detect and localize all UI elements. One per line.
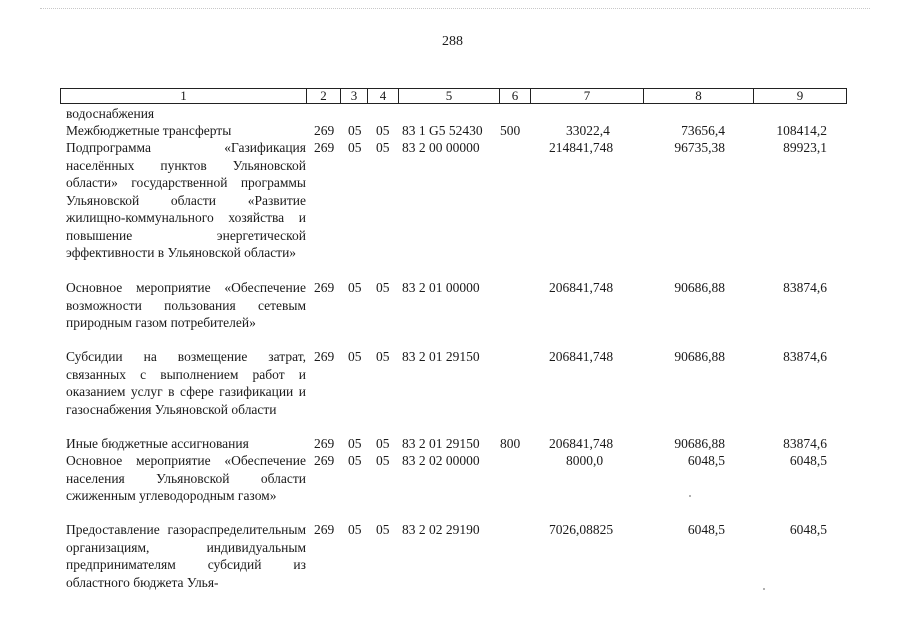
cell-col4: 05 bbox=[376, 453, 390, 468]
cell-col8: 6048,5 bbox=[687, 522, 725, 537]
cell-col7: 206841,748 bbox=[549, 349, 614, 364]
cell-col4: 05 bbox=[376, 123, 390, 138]
cell-col7: 8000,0 bbox=[566, 453, 604, 468]
scan-speck bbox=[763, 588, 765, 590]
table-row-name: водоснабжения bbox=[66, 106, 155, 121]
cell-col5: 83 2 02 29190 bbox=[402, 522, 480, 537]
table-row-name: Основное мероприятие «Обеспечение населения Ульяновской области сжиженным углеводородным газом» bbox=[66, 453, 306, 503]
scan-speck bbox=[689, 495, 691, 497]
cell-col9: 83874,6 bbox=[783, 349, 827, 364]
cell-col2: 269 bbox=[314, 123, 335, 138]
cell-col5: 83 2 00 00000 bbox=[402, 140, 480, 155]
cell-col4: 05 bbox=[376, 140, 390, 155]
cell-col2: 269 bbox=[314, 436, 335, 451]
cell-col8: 73656,4 bbox=[681, 123, 725, 138]
cell-col8: 90686,88 bbox=[674, 280, 725, 295]
page-number: 288 bbox=[442, 34, 463, 49]
header-cell-9: 9 bbox=[753, 89, 846, 103]
cell-col6: 800 bbox=[500, 436, 521, 451]
cell-col4: 05 bbox=[376, 522, 390, 537]
cell-col2: 269 bbox=[314, 349, 335, 364]
cell-col4: 05 bbox=[376, 280, 390, 295]
cell-col7: 7026,08825 bbox=[549, 522, 614, 537]
cell-col8: 90686,88 bbox=[674, 349, 725, 364]
cell-col3: 05 bbox=[348, 140, 362, 155]
cell-col9: 6048,5 bbox=[789, 522, 827, 537]
cell-col5: 83 2 01 00000 bbox=[402, 280, 480, 295]
cell-col3: 05 bbox=[348, 522, 362, 537]
header-cell-6: 6 bbox=[499, 89, 530, 103]
cell-col2: 269 bbox=[314, 140, 335, 155]
header-cell-1: 1 bbox=[180, 88, 187, 103]
cell-col2: 269 bbox=[314, 453, 335, 468]
table-row-name: Предоставление газораспределительным организациям, индивидуальным предпринимателям субсидий из областного бюджета Улья- bbox=[66, 522, 306, 590]
cell-col6: 500 bbox=[500, 123, 521, 138]
header-cell-2: 2 bbox=[306, 89, 340, 103]
cell-col5: 83 1 G5 52430 bbox=[402, 123, 483, 138]
cell-col3: 05 bbox=[348, 436, 362, 451]
header-cell-5: 5 bbox=[398, 89, 499, 103]
table-row-name: Основное мероприятие «Обеспечение возможности пользования сетевым природным газом потребителей» bbox=[66, 280, 306, 330]
cell-col9: 83874,6 bbox=[783, 436, 827, 451]
cell-col4: 05 bbox=[376, 436, 390, 451]
header-cell-8: 8 bbox=[643, 89, 753, 103]
header-cell-7: 7 bbox=[530, 89, 643, 103]
cell-col2: 269 bbox=[314, 522, 335, 537]
cell-col7: 214841,748 bbox=[549, 140, 614, 155]
cell-col2: 269 bbox=[314, 280, 335, 295]
cell-col7: 206841,748 bbox=[549, 280, 614, 295]
cell-col8: 96735,38 bbox=[674, 140, 725, 155]
cell-col5: 83 2 01 29150 bbox=[402, 349, 480, 364]
cell-col9: 108414,2 bbox=[776, 123, 827, 138]
cell-col7: 33022,4 bbox=[566, 123, 610, 138]
cell-col9: 6048,5 bbox=[789, 453, 827, 468]
cell-col7: 206841,748 bbox=[549, 436, 614, 451]
header-cell-3: 3 bbox=[340, 89, 367, 103]
cell-col3: 05 bbox=[348, 349, 362, 364]
cell-col5: 83 2 01 29150 bbox=[402, 436, 480, 451]
cell-col8: 6048,5 bbox=[687, 453, 725, 468]
table-row-name: Межбюджетные трансферты bbox=[66, 123, 232, 138]
table-row-name: Подпрограмма «Газификация населённых пунктов Ульяновской области» государственной программы Ульяновской области «Развитие жилищно-коммунального хозяйства и повышение энергетической эффективности в Ульяновской области» bbox=[66, 140, 306, 260]
table-row-name: Иные бюджетные ассигнования bbox=[66, 436, 249, 451]
table-row-name: Субсидии на возмещение затрат, связанных с выполнением работ и оказанием услуг в сфере газификации и газоснабжения Ульяновской области bbox=[66, 349, 306, 417]
cell-col5: 83 2 02 00000 bbox=[402, 453, 480, 468]
cell-col8: 90686,88 bbox=[674, 436, 725, 451]
cell-col4: 05 bbox=[376, 349, 390, 364]
table-header-row bbox=[60, 88, 847, 104]
cell-col3: 05 bbox=[348, 123, 362, 138]
header-cell-4: 4 bbox=[367, 89, 398, 103]
cell-col9: 89923,1 bbox=[783, 140, 827, 155]
cell-col9: 83874,6 bbox=[783, 280, 827, 295]
cell-col3: 05 bbox=[348, 453, 362, 468]
cell-col3: 05 bbox=[348, 280, 362, 295]
scan-edge-artifact bbox=[40, 8, 870, 11]
